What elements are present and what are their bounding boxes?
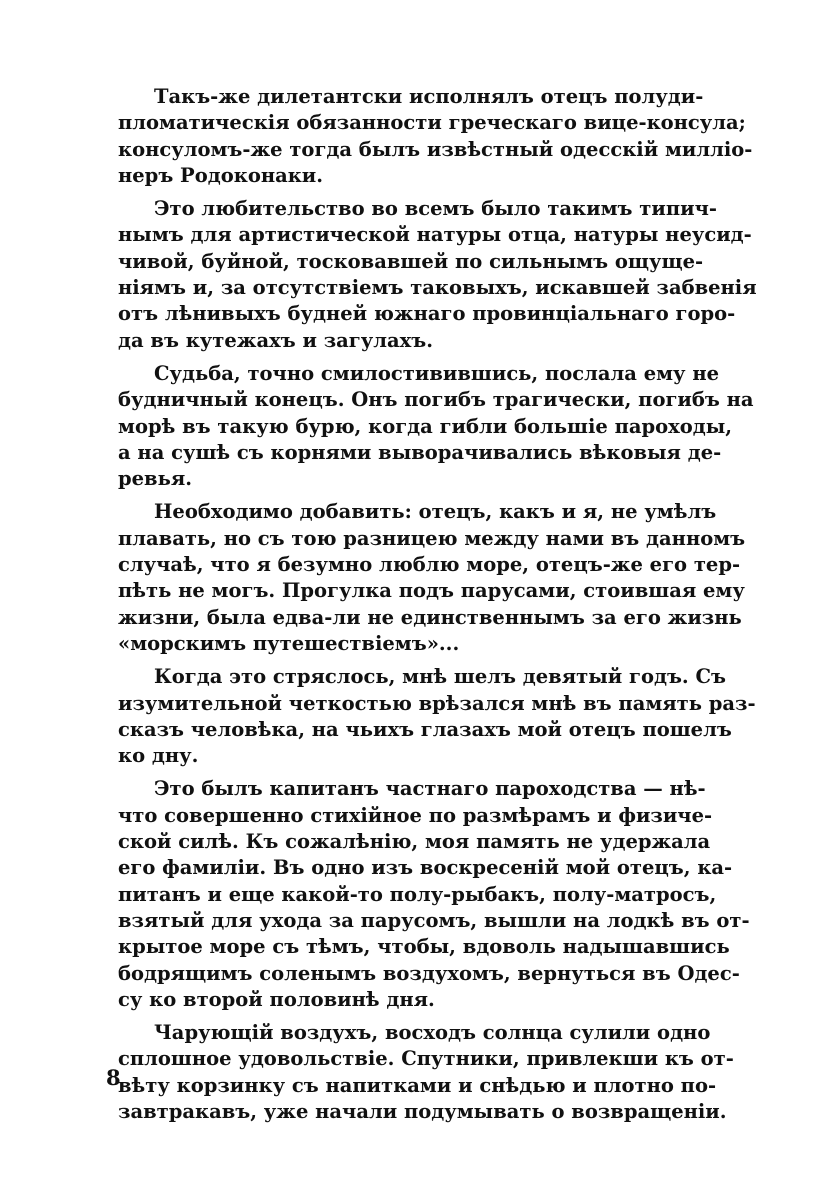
text-line: что совершенно стихійное по размѣрамъ и физиче- (118, 803, 713, 827)
paragraph-gap (118, 769, 692, 776)
text-line: крытое море съ тѣмъ, чтобы, вдоволь надышавшись (118, 935, 730, 959)
text-line: бодрящимъ соленымъ воздухомъ, вернуться въ Одес- (118, 961, 740, 985)
text-line: пломатическія обязанности греческаго вице-консула; (118, 111, 746, 135)
text-line: будничный конецъ. Онъ погибъ трагически, погибъ на (118, 388, 754, 412)
text-line: морѣ въ такую бурю, когда гибли большіе пароходы, (118, 414, 733, 438)
text-line: консуломъ-же тогда былъ извѣстный одесскій милліо- (118, 137, 753, 161)
text-line: Судьба, точно смилостивившись, послала ему не (154, 361, 720, 385)
text-line: изумительной четкостью врѣзался мнѣ въ память раз- (118, 691, 756, 715)
paragraph (118, 84, 753, 189)
text-line: отъ лѣнивыхъ будней южнаго провинціальнаго горо- (118, 302, 736, 326)
paragraph-gap (118, 1013, 692, 1020)
text-line: завтракавъ, уже начали подумывать о возвращеніи. (118, 1099, 727, 1123)
text-line: питанъ и еще какой-то полу-рыбакъ, полу-матросъ, (118, 882, 717, 906)
text-line: «морскимъ путешествіемъ»... (118, 631, 460, 655)
text-line: Когда это стряслось, мнѣ шелъ девятый годъ. Съ (154, 665, 726, 689)
paragraph (118, 1020, 734, 1125)
text-line: сплошное удовольствіе. Спутники, привлекши къ от- (118, 1047, 734, 1071)
body-text (118, 84, 757, 1125)
text-line: плавать, но съ тою разницею между нами въ данномъ (118, 526, 746, 550)
paragraph-gap (118, 657, 692, 664)
text-line: неръ Родоконаки. (118, 163, 324, 187)
text-line: ской силѣ. Къ сожалѣнію, моя память не удержала (118, 830, 711, 854)
paragraph-gap (118, 189, 692, 196)
text-line: Чарующій воздухъ, восходъ солнца сулили одно (154, 1021, 711, 1045)
paragraph (118, 499, 746, 657)
paragraph-gap (118, 354, 692, 361)
text-line: а на сушѣ съ корнями выворачивались вѣковыя де- (118, 440, 722, 464)
text-line: вѣту корзинку съ напитками и снѣдью и плотно по- (118, 1073, 717, 1097)
text-line: его фамиліи. Въ одно изъ воскресеній мой отецъ, ка- (118, 856, 733, 880)
text-line: жизни, была едва-ли не единственнымъ за его жизнь (118, 605, 742, 629)
text-line: Это былъ капитанъ частнаго пароходства — нѣ- (154, 777, 706, 801)
text-line: Необходимо добавить: отецъ, какъ и я, не умѣлъ (154, 500, 717, 524)
text-line: ко дну. (118, 744, 199, 768)
text-line: ревья. (118, 467, 193, 491)
text-line: да въ кутежахъ и загулахъ. (118, 328, 433, 352)
paragraph (118, 776, 750, 1013)
text-line: сказъ человѣка, на чьихъ глазахъ мой отецъ пошелъ (118, 717, 732, 741)
paragraph (118, 196, 757, 354)
text-line: Это любительство во всемъ было такимъ типич- (154, 197, 717, 221)
paragraph (118, 664, 756, 769)
text-line: су ко второй половинѣ дня. (118, 987, 435, 1011)
text-line: ніямъ и, за отсутствіемъ таковыхъ, искавшей забвенія (118, 276, 757, 300)
paragraph (118, 361, 754, 492)
page-number: 8 (106, 1065, 121, 1090)
text-line: Такъ-же дилетантски исполнялъ отецъ полуди- (154, 85, 704, 108)
text-line: чивой, буйной, тосковавшей по сильнымъ ощуще- (118, 249, 704, 273)
text-line: пѣть не могъ. Прогулка подъ парусами, стоившая ему (118, 579, 745, 603)
paragraph-gap (118, 492, 692, 499)
text-line: нымъ для артистической натуры отца, натуры неусид- (118, 223, 752, 247)
text-line: взятый для ухода за парусомъ, вышли на лодкѣ въ от- (118, 908, 750, 932)
text-line: случаѣ, что я безумно люблю море, отецъ-же его тер- (118, 553, 741, 577)
